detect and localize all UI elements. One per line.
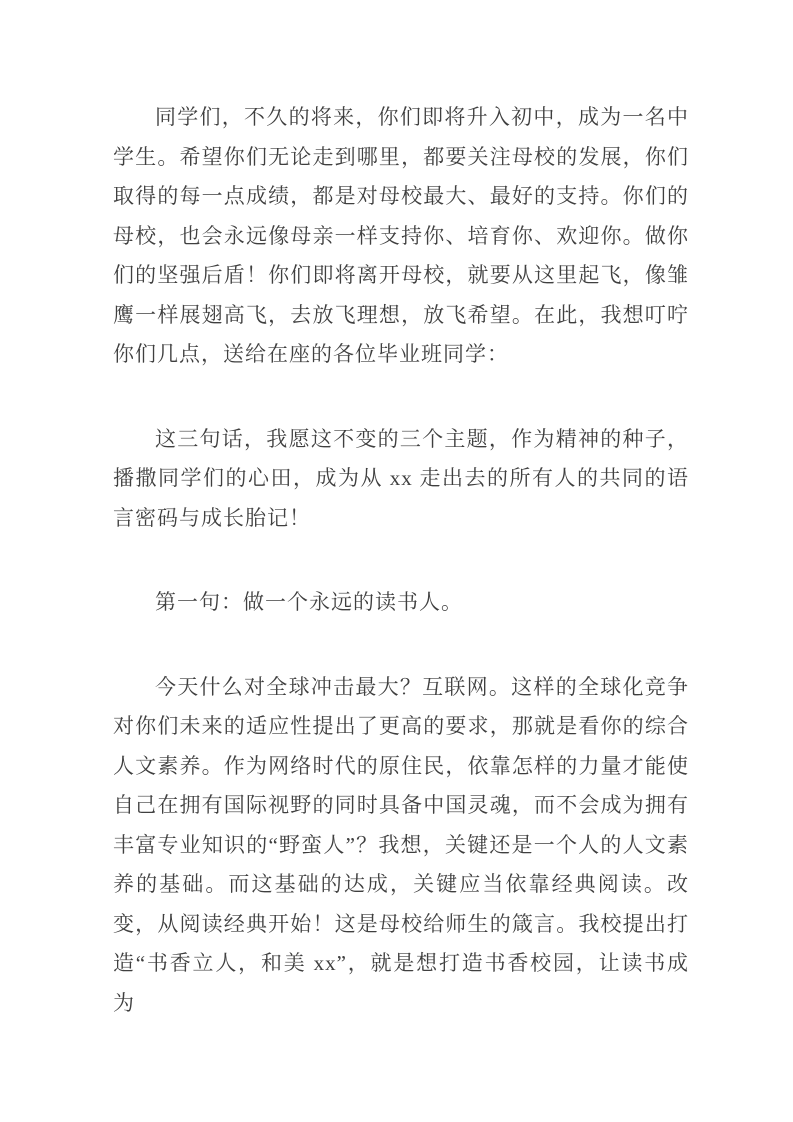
- document-text-body: [113, 98, 689, 1023]
- paragraph-first-sentence-heading: 第一句：做一个永远的读书人。: [155, 590, 463, 614]
- paragraph-three-sentences-intro: 这三句话，我愿这不变的三个主题，作为精神的种子，播撒同学们的心田，成为从 xx 走出去的所有人的共同的语言密码与成长胎记！: [113, 426, 689, 530]
- paragraph-address-to-students: 同学们，不久的将来，你们即将升入初中，成为一名中学生。希望你们无论走到哪里，都要关注母校的发展，你们取得的每一点成绩，都是对母校最大、最好的支持。你们的母校，也会永远像母亲一样支持你、培育你、欢迎你。做你们的坚强后盾！你们即将离开母校，就要从这里起飞，像雏鹰一样展翅高飞，去放飞理想，放飞希望。在此，我想叮咛你们几点，送给在座的各位毕业班同学：: [113, 105, 689, 366]
- paragraph-reading-classics: 今天什么对全球冲击最大？互联网。这样的全球化竞争对你们未来的适应性提出了更高的要求，那就是看你的综合人文素养。作为网络时代的原住民，依靠怎样的力量才能使自己在拥有国际视野的同时具备中国灵魂，而不会成为拥有丰富专业知识的“野蛮人”？我想，关键还是一个人的人文素养的基础。而这基础的达成，关键应当依靠经典阅读。改变，从阅读经典开始！这是母校给师生的箴言。我校提出打造“书香立人，和美 xx”，就是想打造书香校园，让读书成为: [113, 674, 689, 1015]
